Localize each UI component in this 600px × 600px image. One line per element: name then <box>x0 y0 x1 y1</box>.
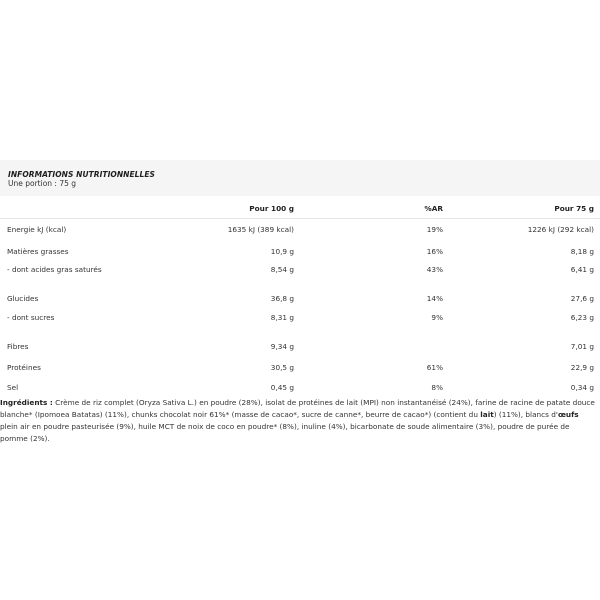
table-header-divider <box>0 218 600 219</box>
row-per75-sugars: 6,23 g <box>570 313 594 322</box>
allergen-milk: lait <box>480 410 494 419</box>
row-ar-carbs: 14% <box>426 294 443 303</box>
row-ar-energy: 19% <box>426 225 443 234</box>
allergen-eggs: œufs <box>557 410 579 419</box>
row-per100-fibre: 9,34 g <box>270 342 294 351</box>
row-per75-saturated: 6,41 g <box>570 265 594 274</box>
row-per100-salt: 0,45 g <box>270 383 294 392</box>
row-per75-fibre: 7,01 g <box>570 342 594 351</box>
row-ar-protein: 61% <box>426 363 443 372</box>
row-per75-carbs: 27,6 g <box>570 294 594 303</box>
nutrition-title: INFORMATIONS NUTRITIONNELLES <box>8 170 155 179</box>
row-per100-protein: 30,5 g <box>270 363 294 372</box>
ingredients-part-3: plein air en poudre pasteurisée (9%), huile MCT de noix de coco en poudre* (8%), inuline (4%), bicarbonate de soude alimentaire (3%), poudre de purée de pomme (2%). <box>0 422 570 443</box>
nutrition-table <box>0 160 600 400</box>
row-per100-saturated: 8,54 g <box>270 265 294 274</box>
row-label-carbs: Glucides <box>7 294 39 303</box>
row-label-protein: Protéines <box>7 363 41 372</box>
row-per100-fat: 10,9 g <box>270 247 294 256</box>
ingredients-part-1: Crème de riz complet (Oryza Sativa L.) en poudre (28%), isolat de protéines de lait (MPI) non instantanéisé (24%), farine de racine de patate douce blanche* (Ipomoea Batatas) (11%), chunks chocolat noir 61%* (masse de cacao*, sucre de canne*, beurre de cacao*) (contient du <box>0 398 595 419</box>
column-header-per75: Pour 75 g <box>554 204 594 213</box>
row-label-energy: Energie kJ (kcal) <box>7 225 67 234</box>
ingredients-label: Ingrédients : <box>0 398 53 407</box>
ingredients-text <box>0 397 598 445</box>
column-header-ar: %AR <box>424 204 443 213</box>
row-label-salt: Sel <box>7 383 19 392</box>
row-per100-sugars: 8,31 g <box>270 313 294 322</box>
row-label-fibre: Fibres <box>7 342 29 351</box>
ingredients-part-2: ) (11%), blancs d' <box>493 410 558 419</box>
row-ar-saturated: 43% <box>426 265 443 274</box>
row-ar-sugars: 9% <box>431 313 443 322</box>
row-per75-protein: 22,9 g <box>570 363 594 372</box>
row-label-fat: Matières grasses <box>7 247 69 256</box>
row-per75-energy: 1226 kJ (292 kcal) <box>527 225 594 234</box>
row-per100-carbs: 36,8 g <box>270 294 294 303</box>
row-per100-energy: 1635 kJ (389 kcal) <box>227 225 294 234</box>
row-ar-fat: 16% <box>426 247 443 256</box>
row-label-saturated: - dont acides gras saturés <box>7 265 102 274</box>
row-label-sugars: - dont sucres <box>7 313 55 322</box>
portion-size: Une portion : 75 g <box>8 179 77 188</box>
row-ar-salt: 8% <box>431 383 443 392</box>
row-per75-fat: 8,18 g <box>570 247 594 256</box>
column-header-per100: Pour 100 g <box>249 204 294 213</box>
row-per75-salt: 0,34 g <box>570 383 594 392</box>
